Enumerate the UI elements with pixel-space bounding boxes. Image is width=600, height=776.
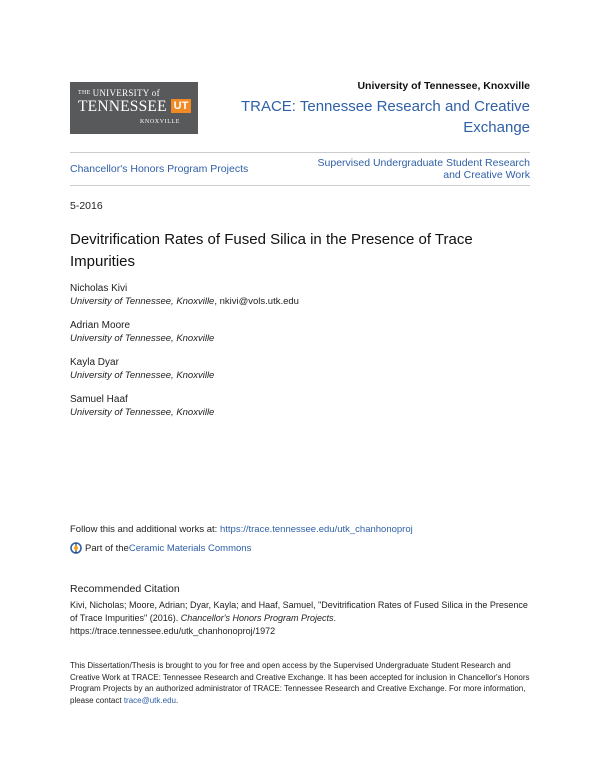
affiliation-text: University of Tennessee, Knoxville — [70, 407, 215, 418]
ut-mark-icon: UT — [171, 99, 191, 113]
part-of-prefix: Part of the — [85, 542, 129, 554]
part-of-line — [70, 542, 251, 554]
author-entry — [70, 319, 530, 356]
affiliation-text: University of Tennessee, Knoxville — [70, 370, 215, 381]
follow-prefix: Follow this and additional works at: — [70, 524, 220, 535]
commons-link[interactable]: Ceramic Materials Commons — [128, 542, 252, 554]
citation-heading: Recommended Citation — [70, 583, 180, 595]
affiliation-text: University of Tennessee, Knoxville — [70, 333, 215, 344]
repository-link[interactable]: TRACE: Tennessee Research and Creative Exchange — [240, 98, 530, 136]
access-notice — [70, 660, 530, 706]
notice-text: This Dissertation/Thesis is brought to you for free and open access by the Supervised Undergraduate Student Research and Creative Work at TRACE: Tennessee Research and Creative Exchange. It has been accepted for inclusion in Chancellor's Honors Program Projects by an authorized administrator of TRACE: Tennessee Research and Creative Exchange. For more information, please contact — [70, 661, 530, 705]
author-name: Adrian Moore — [70, 320, 131, 331]
citation-url[interactable]: https://trace.tennessee.edu/utk_chanhonoproj/1972 — [70, 626, 276, 636]
notice-period: . — [175, 695, 179, 705]
author-affiliation — [70, 406, 530, 419]
citation-period: . — [333, 613, 337, 623]
logo-university: UNIVERSITY of — [92, 88, 160, 98]
author-entry — [70, 356, 530, 393]
author-affiliation — [70, 369, 530, 382]
contact-email-link[interactable]: trace@utk.edu — [123, 695, 176, 705]
follow-line — [70, 524, 413, 535]
follow-url-link[interactable]: https://trace.tennessee.edu/utk_chanhonoproj — [219, 524, 413, 535]
citation-text — [70, 599, 530, 638]
author-name: Nicholas Kivi — [70, 283, 128, 294]
collection-link[interactable]: Chancellor's Honors Program Projects — [70, 163, 249, 175]
paper-title: Devitrification Rates of Fused Silica in the Presence of Trace Impurities — [70, 231, 473, 270]
parent-collection-link[interactable]: Supervised Undergraduate Student Research and Creative Work — [317, 157, 530, 181]
logo-line1 — [78, 88, 162, 98]
author-affiliation — [70, 332, 530, 345]
author-name: Samuel Haaf — [70, 394, 128, 405]
logo-tennessee: TENNESSEE — [78, 98, 167, 115]
citation-series: Chancellor's Honors Program Projects — [180, 613, 334, 623]
author-entry — [70, 393, 530, 430]
commons-network-icon — [70, 542, 82, 554]
institution-name: University of Tennessee, Knoxville — [357, 80, 530, 92]
top-divider — [70, 152, 530, 153]
author-entry — [70, 282, 530, 319]
affiliation-text: University of Tennessee, Knoxville — [70, 296, 215, 307]
publication-date: 5-2016 — [70, 200, 103, 212]
author-affiliation — [70, 295, 530, 308]
author-email[interactable]: , nkivi@vols.utk.edu — [214, 296, 299, 307]
author-name: Kayla Dyar — [70, 357, 119, 368]
author-list — [70, 282, 530, 430]
university-logo[interactable] — [70, 82, 198, 134]
logo-the: THE — [78, 90, 91, 96]
logo-knoxville: KNOXVILLE — [140, 119, 181, 125]
bottom-divider — [70, 185, 530, 186]
citation-main: Kivi, Nicholas; Moore, Adrian; Dyar, Kayla; and Haaf, Samuel, "Devitrification Rates of Fused Silica in the Presence of Trace Impurities" (2016). — [70, 600, 528, 623]
